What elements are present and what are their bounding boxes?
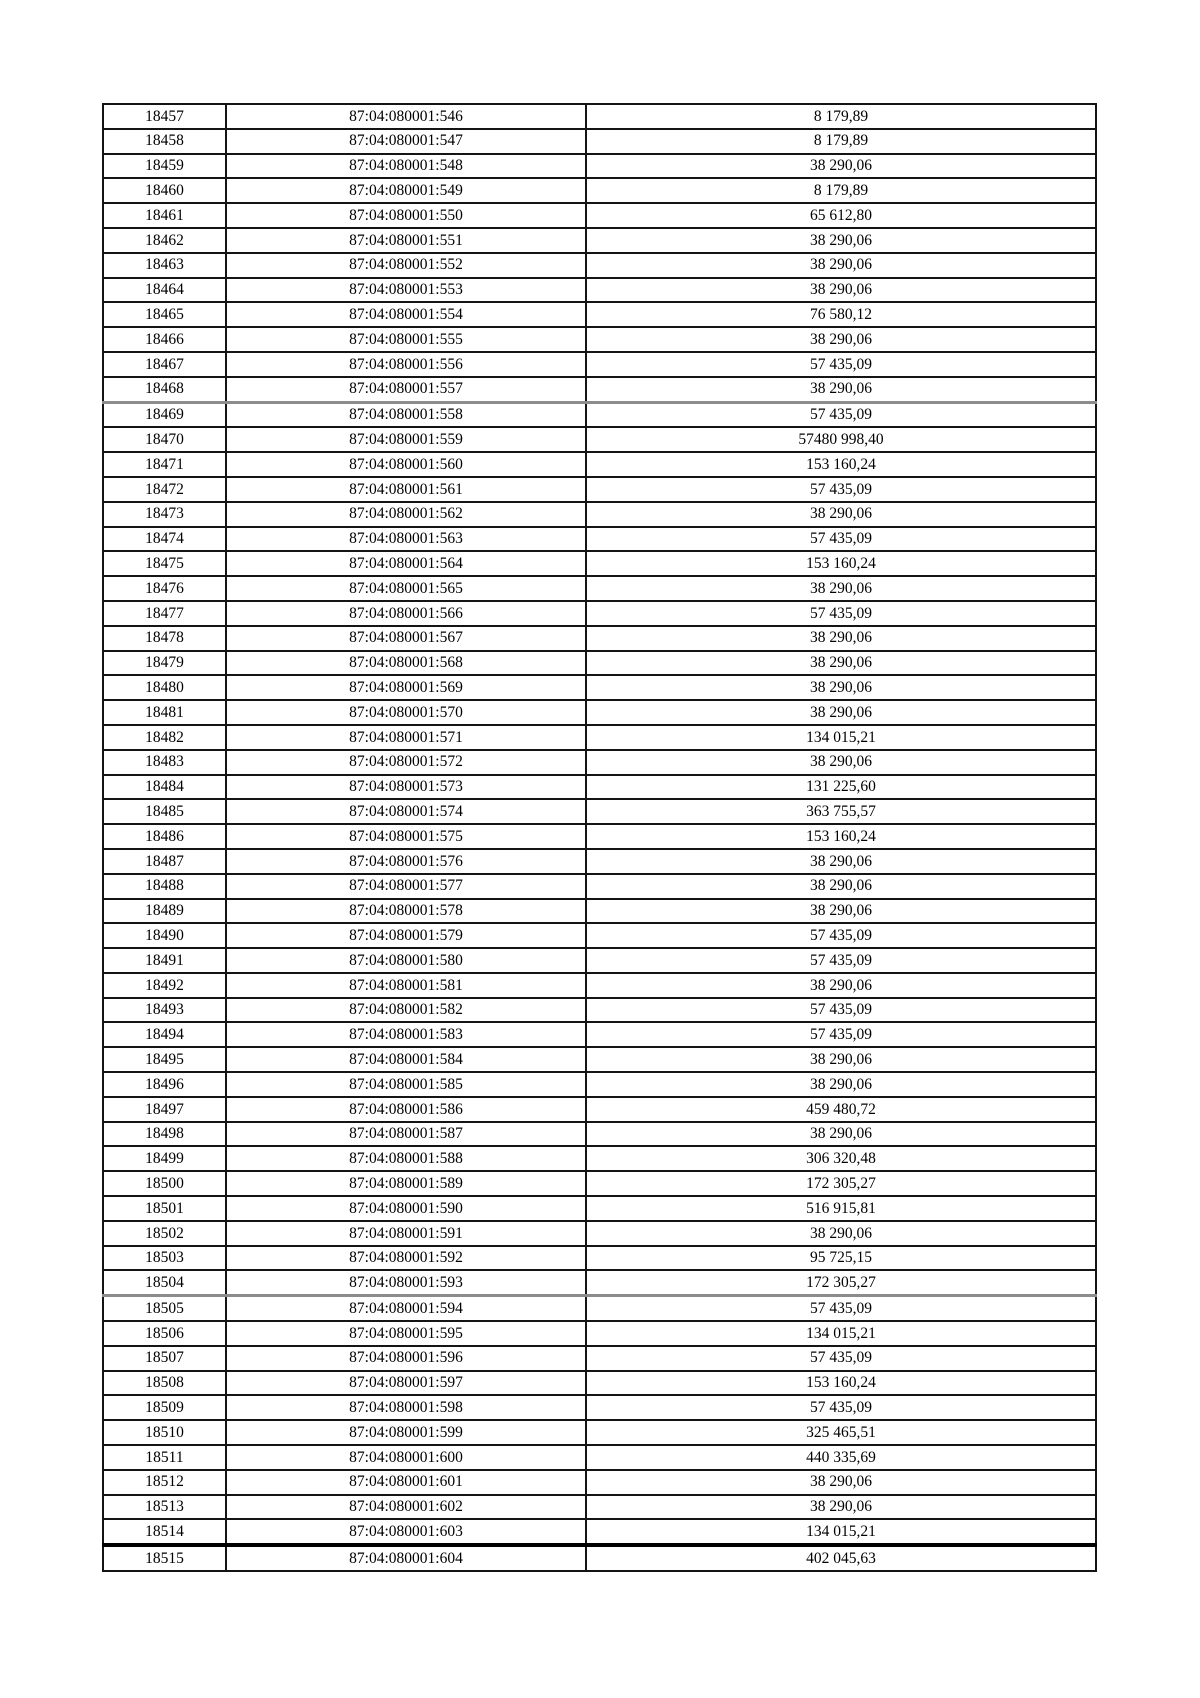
row-number-cell: 18471 [103, 452, 226, 477]
table-row [103, 1420, 1096, 1445]
value-cell: 57 435,09 [586, 402, 1096, 427]
value-cell: 57 435,09 [586, 1346, 1096, 1371]
table-row [103, 178, 1096, 203]
value-cell: 38 290,06 [586, 899, 1096, 924]
value-cell: 57480 998,40 [586, 427, 1096, 452]
table-row [103, 1346, 1096, 1371]
row-number-cell: 18494 [103, 1022, 226, 1047]
value-cell: 38 290,06 [586, 1495, 1096, 1520]
value-cell: 38 290,06 [586, 700, 1096, 725]
table-row [103, 129, 1096, 154]
value-cell: 38 290,06 [586, 750, 1096, 775]
table-row [103, 626, 1096, 651]
table-row [103, 576, 1096, 601]
cadastral-number-cell: 87:04:080001:603 [226, 1519, 586, 1545]
cadastral-number-cell: 87:04:080001:566 [226, 601, 586, 626]
table-row [103, 725, 1096, 750]
value-cell: 95 725,15 [586, 1246, 1096, 1271]
value-cell: 153 160,24 [586, 452, 1096, 477]
row-number-cell: 18462 [103, 228, 226, 253]
table-row [103, 750, 1096, 775]
row-number-cell: 18481 [103, 700, 226, 725]
row-number-cell: 18510 [103, 1420, 226, 1445]
value-cell: 38 290,06 [586, 675, 1096, 700]
cadastral-number-cell: 87:04:080001:599 [226, 1420, 586, 1445]
table-row [103, 899, 1096, 924]
cadastral-number-cell: 87:04:080001:579 [226, 923, 586, 948]
cadastral-number-cell: 87:04:080001:584 [226, 1047, 586, 1072]
value-cell: 38 290,06 [586, 327, 1096, 352]
value-cell: 38 290,06 [586, 651, 1096, 676]
table-row [103, 1246, 1096, 1271]
row-number-cell: 18472 [103, 477, 226, 502]
row-number-cell: 18470 [103, 427, 226, 452]
cadastral-number-cell: 87:04:080001:593 [226, 1270, 586, 1295]
row-number-cell: 18511 [103, 1445, 226, 1470]
value-cell: 131 225,60 [586, 775, 1096, 800]
table-row [103, 377, 1096, 402]
table-row [103, 874, 1096, 899]
cadastral-number-cell: 87:04:080001:591 [226, 1221, 586, 1246]
row-number-cell: 18476 [103, 576, 226, 601]
value-cell: 57 435,09 [586, 948, 1096, 973]
cadastral-number-cell: 87:04:080001:567 [226, 626, 586, 651]
row-number-cell: 18466 [103, 327, 226, 352]
table-row [103, 1072, 1096, 1097]
table-row [103, 104, 1096, 129]
cadastral-number-cell: 87:04:080001:600 [226, 1445, 586, 1470]
row-number-cell: 18459 [103, 154, 226, 179]
table-row [103, 477, 1096, 502]
cadastral-number-cell: 87:04:080001:602 [226, 1495, 586, 1520]
table-row [103, 973, 1096, 998]
cadastral-number-cell: 87:04:080001:556 [226, 352, 586, 377]
cadastral-number-cell: 87:04:080001:549 [226, 178, 586, 203]
cadastral-number-cell: 87:04:080001:572 [226, 750, 586, 775]
table-row [103, 998, 1096, 1023]
table-row [103, 799, 1096, 824]
table-row [103, 1196, 1096, 1221]
value-cell: 38 290,06 [586, 228, 1096, 253]
row-number-cell: 18491 [103, 948, 226, 973]
value-cell: 57 435,09 [586, 1395, 1096, 1420]
row-number-cell: 18486 [103, 824, 226, 849]
cadastral-number-cell: 87:04:080001:583 [226, 1022, 586, 1047]
table-row [103, 700, 1096, 725]
table-row [103, 1395, 1096, 1420]
row-number-cell: 18487 [103, 849, 226, 874]
row-number-cell: 18514 [103, 1519, 226, 1545]
table-row [103, 651, 1096, 676]
table-row [103, 1371, 1096, 1396]
value-cell: 38 290,06 [586, 1122, 1096, 1147]
cadastral-number-cell: 87:04:080001:590 [226, 1196, 586, 1221]
table-row [103, 1321, 1096, 1346]
table-row [103, 849, 1096, 874]
row-number-cell: 18495 [103, 1047, 226, 1072]
row-number-cell: 18515 [103, 1545, 226, 1571]
value-cell: 172 305,27 [586, 1171, 1096, 1196]
cadastral-number-cell: 87:04:080001:558 [226, 402, 586, 427]
table-row [103, 1221, 1096, 1246]
cadastral-number-cell: 87:04:080001:573 [226, 775, 586, 800]
row-number-cell: 18458 [103, 129, 226, 154]
cadastral-number-cell: 87:04:080001:548 [226, 154, 586, 179]
value-cell: 57 435,09 [586, 601, 1096, 626]
table-row [103, 228, 1096, 253]
cadastral-number-cell: 87:04:080001:552 [226, 253, 586, 278]
cadastral-number-cell: 87:04:080001:551 [226, 228, 586, 253]
row-number-cell: 18480 [103, 675, 226, 700]
cadastral-number-cell: 87:04:080001:575 [226, 824, 586, 849]
table-row [103, 1022, 1096, 1047]
table-row [103, 402, 1096, 427]
cadastral-number-cell: 87:04:080001:553 [226, 278, 586, 303]
value-cell: 65 612,80 [586, 203, 1096, 228]
value-cell: 459 480,72 [586, 1097, 1096, 1122]
cadastral-number-cell: 87:04:080001:563 [226, 527, 586, 552]
row-number-cell: 18477 [103, 601, 226, 626]
row-number-cell: 18475 [103, 551, 226, 576]
table-row [103, 1097, 1096, 1122]
cadastral-number-cell: 87:04:080001:585 [226, 1072, 586, 1097]
cadastral-number-cell: 87:04:080001:594 [226, 1296, 586, 1321]
value-cell: 325 465,51 [586, 1420, 1096, 1445]
row-number-cell: 18485 [103, 799, 226, 824]
value-cell: 8 179,89 [586, 104, 1096, 129]
table-row [103, 1296, 1096, 1321]
row-number-cell: 18499 [103, 1146, 226, 1171]
cadastral-number-cell: 87:04:080001:589 [226, 1171, 586, 1196]
cadastral-number-cell: 87:04:080001:570 [226, 700, 586, 725]
table-row [103, 527, 1096, 552]
value-cell: 38 290,06 [586, 849, 1096, 874]
row-number-cell: 18509 [103, 1395, 226, 1420]
table-row [103, 601, 1096, 626]
cadastral-number-cell: 87:04:080001:550 [226, 203, 586, 228]
table-row [103, 427, 1096, 452]
row-number-cell: 18460 [103, 178, 226, 203]
table-row [103, 551, 1096, 576]
value-cell: 172 305,27 [586, 1270, 1096, 1295]
cadastral-number-cell: 87:04:080001:587 [226, 1122, 586, 1147]
row-number-cell: 18463 [103, 253, 226, 278]
cadastral-number-cell: 87:04:080001:588 [226, 1146, 586, 1171]
value-cell: 38 290,06 [586, 1470, 1096, 1495]
cadastral-number-cell: 87:04:080001:562 [226, 502, 586, 527]
row-number-cell: 18500 [103, 1171, 226, 1196]
cadastral-number-cell: 87:04:080001:578 [226, 899, 586, 924]
row-number-cell: 18478 [103, 626, 226, 651]
value-cell: 306 320,48 [586, 1146, 1096, 1171]
table-row [103, 1047, 1096, 1072]
value-cell: 516 915,81 [586, 1196, 1096, 1221]
value-cell: 134 015,21 [586, 725, 1096, 750]
row-number-cell: 18493 [103, 998, 226, 1023]
table-row [103, 1445, 1096, 1470]
row-number-cell: 18488 [103, 874, 226, 899]
table-row [103, 452, 1096, 477]
value-cell: 38 290,06 [586, 278, 1096, 303]
cadastral-number-cell: 87:04:080001:559 [226, 427, 586, 452]
row-number-cell: 18492 [103, 973, 226, 998]
cadastral-number-cell: 87:04:080001:601 [226, 1470, 586, 1495]
table-row [103, 1519, 1096, 1545]
row-number-cell: 18504 [103, 1270, 226, 1295]
row-number-cell: 18464 [103, 278, 226, 303]
cadastral-number-cell: 87:04:080001:568 [226, 651, 586, 676]
table-row [103, 327, 1096, 352]
cadastral-number-cell: 87:04:080001:597 [226, 1371, 586, 1396]
row-number-cell: 18482 [103, 725, 226, 750]
cadastral-number-cell: 87:04:080001:576 [226, 849, 586, 874]
row-number-cell: 18508 [103, 1371, 226, 1396]
cadastral-number-cell: 87:04:080001:569 [226, 675, 586, 700]
value-cell: 57 435,09 [586, 923, 1096, 948]
cadastral-number-cell: 87:04:080001:592 [226, 1246, 586, 1271]
value-cell: 38 290,06 [586, 377, 1096, 402]
row-number-cell: 18483 [103, 750, 226, 775]
row-number-cell: 18467 [103, 352, 226, 377]
value-cell: 38 290,06 [586, 576, 1096, 601]
table-row [103, 352, 1096, 377]
row-number-cell: 18469 [103, 402, 226, 427]
row-number-cell: 18474 [103, 527, 226, 552]
value-cell: 57 435,09 [586, 1296, 1096, 1321]
value-cell: 38 290,06 [586, 1221, 1096, 1246]
row-number-cell: 18465 [103, 302, 226, 327]
value-cell: 38 290,06 [586, 502, 1096, 527]
table-row [103, 154, 1096, 179]
value-cell: 57 435,09 [586, 527, 1096, 552]
value-cell: 38 290,06 [586, 973, 1096, 998]
row-number-cell: 18468 [103, 377, 226, 402]
table-row [103, 923, 1096, 948]
row-number-cell: 18513 [103, 1495, 226, 1520]
cadastral-number-cell: 87:04:080001:595 [226, 1321, 586, 1346]
value-cell: 8 179,89 [586, 178, 1096, 203]
table-row [103, 1545, 1096, 1571]
table-body [103, 104, 1096, 1571]
cadastral-number-cell: 87:04:080001:555 [226, 327, 586, 352]
cadastral-number-cell: 87:04:080001:604 [226, 1545, 586, 1571]
value-cell: 440 335,69 [586, 1445, 1096, 1470]
cadastral-number-cell: 87:04:080001:554 [226, 302, 586, 327]
table-row [103, 1122, 1096, 1147]
value-cell: 38 290,06 [586, 1047, 1096, 1072]
row-number-cell: 18490 [103, 923, 226, 948]
value-cell: 57 435,09 [586, 477, 1096, 502]
table-row [103, 1146, 1096, 1171]
value-cell: 57 435,09 [586, 352, 1096, 377]
cadastral-number-cell: 87:04:080001:574 [226, 799, 586, 824]
cadastral-number-cell: 87:04:080001:582 [226, 998, 586, 1023]
table-row [103, 502, 1096, 527]
row-number-cell: 18496 [103, 1072, 226, 1097]
table-row [103, 1171, 1096, 1196]
cadastral-number-cell: 87:04:080001:596 [226, 1346, 586, 1371]
value-cell: 153 160,24 [586, 1371, 1096, 1396]
value-cell: 57 435,09 [586, 1022, 1096, 1047]
value-cell: 402 045,63 [586, 1545, 1096, 1571]
table-row [103, 1470, 1096, 1495]
table-row [103, 203, 1096, 228]
row-number-cell: 18512 [103, 1470, 226, 1495]
value-cell: 38 290,06 [586, 626, 1096, 651]
table-row [103, 675, 1096, 700]
row-number-cell: 18473 [103, 502, 226, 527]
cadastral-number-cell: 87:04:080001:571 [226, 725, 586, 750]
row-number-cell: 18502 [103, 1221, 226, 1246]
value-cell: 76 580,12 [586, 302, 1096, 327]
cadastral-number-cell: 87:04:080001:557 [226, 377, 586, 402]
cadastral-number-cell: 87:04:080001:547 [226, 129, 586, 154]
row-number-cell: 18503 [103, 1246, 226, 1271]
row-number-cell: 18498 [103, 1122, 226, 1147]
value-cell: 38 290,06 [586, 154, 1096, 179]
row-number-cell: 18506 [103, 1321, 226, 1346]
table-row [103, 824, 1096, 849]
row-number-cell: 18505 [103, 1296, 226, 1321]
value-cell: 363 755,57 [586, 799, 1096, 824]
table-row [103, 278, 1096, 303]
cadastral-number-cell: 87:04:080001:546 [226, 104, 586, 129]
table-row [103, 775, 1096, 800]
value-cell: 153 160,24 [586, 824, 1096, 849]
table-row [103, 948, 1096, 973]
cadastral-number-cell: 87:04:080001:580 [226, 948, 586, 973]
row-number-cell: 18479 [103, 651, 226, 676]
row-number-cell: 18507 [103, 1346, 226, 1371]
cadastral-number-cell: 87:04:080001:565 [226, 576, 586, 601]
value-cell: 134 015,21 [586, 1321, 1096, 1346]
row-number-cell: 18461 [103, 203, 226, 228]
table-row [103, 302, 1096, 327]
cadastral-valuation-table [102, 103, 1097, 1572]
row-number-cell: 18497 [103, 1097, 226, 1122]
row-number-cell: 18484 [103, 775, 226, 800]
value-cell: 8 179,89 [586, 129, 1096, 154]
cadastral-number-cell: 87:04:080001:564 [226, 551, 586, 576]
row-number-cell: 18489 [103, 899, 226, 924]
table-row [103, 253, 1096, 278]
cadastral-number-cell: 87:04:080001:586 [226, 1097, 586, 1122]
value-cell: 38 290,06 [586, 253, 1096, 278]
value-cell: 57 435,09 [586, 998, 1096, 1023]
value-cell: 134 015,21 [586, 1519, 1096, 1545]
table-row [103, 1270, 1096, 1295]
cadastral-number-cell: 87:04:080001:598 [226, 1395, 586, 1420]
value-cell: 38 290,06 [586, 874, 1096, 899]
row-number-cell: 18457 [103, 104, 226, 129]
row-number-cell: 18501 [103, 1196, 226, 1221]
cadastral-number-cell: 87:04:080001:577 [226, 874, 586, 899]
cadastral-number-cell: 87:04:080001:561 [226, 477, 586, 502]
cadastral-number-cell: 87:04:080001:560 [226, 452, 586, 477]
value-cell: 38 290,06 [586, 1072, 1096, 1097]
table-row [103, 1495, 1096, 1520]
cadastral-number-cell: 87:04:080001:581 [226, 973, 586, 998]
value-cell: 153 160,24 [586, 551, 1096, 576]
